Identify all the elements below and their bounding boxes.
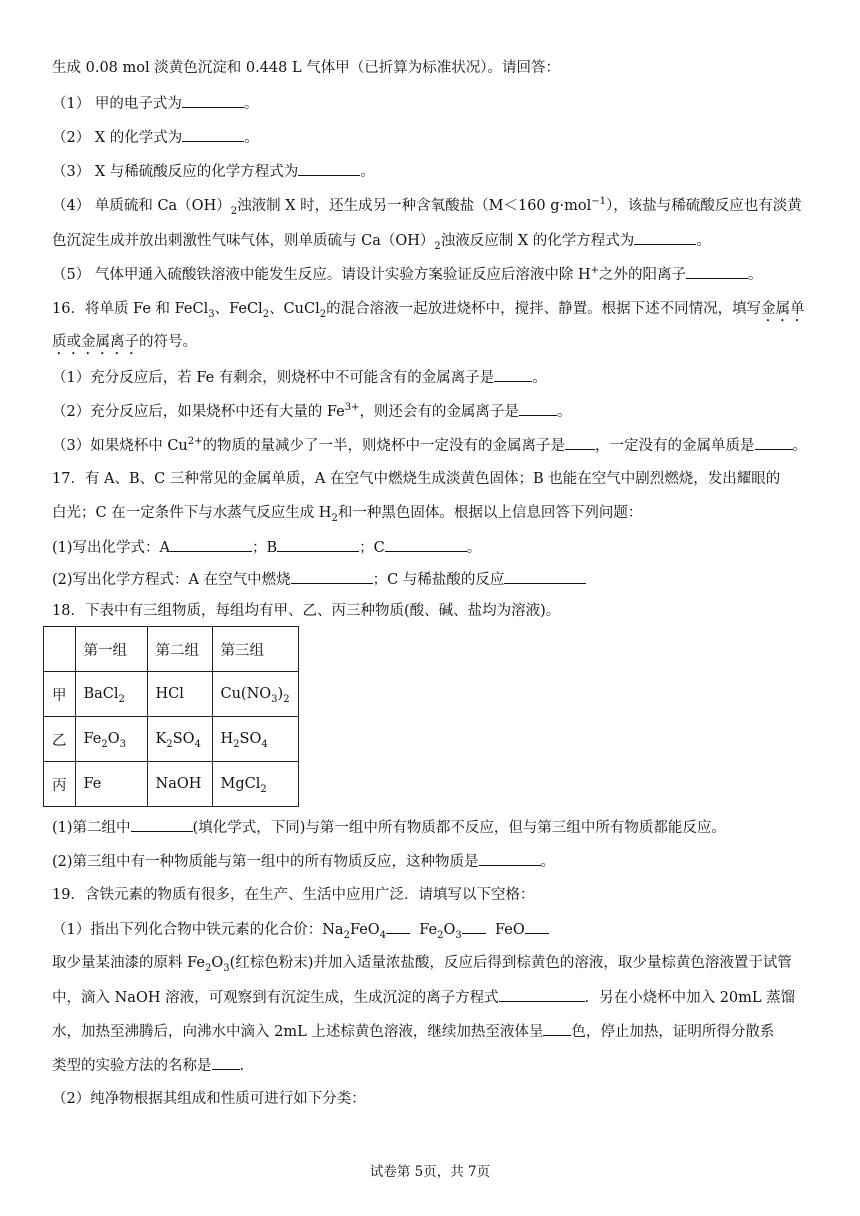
formula: H <box>220 731 234 747</box>
page-footer: 试卷第 5页，共 7页 <box>369 1164 491 1180</box>
text: (2)写出化学方程式：A 在空气中燃烧 <box>52 572 291 588</box>
subscript: 2 <box>283 693 290 705</box>
formula: SO <box>239 731 262 747</box>
text: (1)写出化学式：A <box>52 540 171 556</box>
question-17-cont <box>52 503 642 523</box>
formula: SO <box>172 731 195 747</box>
answer-blank[interactable] <box>525 919 549 934</box>
table-cell <box>212 672 298 717</box>
subscript: 4 <box>261 738 268 750</box>
table-cell <box>75 717 147 762</box>
subscript: 3 <box>119 738 126 750</box>
table-cell <box>147 717 212 762</box>
text: (红棕色粉末)并加入适量浓盐酸，反应后得到棕黄色的溶液，取少量棕黄色溶液置于试管 <box>229 955 792 971</box>
question-15-3 <box>52 161 375 182</box>
question-18 <box>52 601 560 621</box>
text: (填化学式，下同)与第一组中所有物质都不反应，但与第三组中所有物质都能反应。 <box>192 820 726 836</box>
formula: K <box>155 731 167 747</box>
subscript: 4 <box>379 929 387 941</box>
answer-blank[interactable] <box>182 93 244 108</box>
text-line <box>52 58 560 78</box>
question-18-2 <box>52 851 555 872</box>
formula: ) <box>277 686 284 702</box>
substance-table <box>43 626 299 807</box>
text: （2）纯净物根据其组成和性质可进行如下分类： <box>52 1091 366 1107</box>
formula: NaOH <box>155 776 202 792</box>
answer-blank[interactable] <box>182 127 244 142</box>
text: 、FeCl <box>214 301 263 317</box>
text: ；C <box>359 540 385 556</box>
answer-blank[interactable] <box>755 435 793 450</box>
table-cell <box>147 762 212 807</box>
question-16-cont <box>52 332 197 358</box>
subscript: 2 <box>331 512 338 524</box>
question-15-5 <box>52 264 762 285</box>
text: 16．将单质 Fe 和 FeCl <box>52 301 209 317</box>
text: 之外的阳离子 <box>598 267 686 283</box>
subscript: 2 <box>434 240 441 252</box>
formula: Fe <box>83 776 102 792</box>
subscript: 2 <box>118 693 125 705</box>
answer-blank[interactable] <box>686 264 748 279</box>
question-16 <box>52 299 805 325</box>
answer-blank[interactable] <box>298 161 360 176</box>
text: （3） X 与稀硫酸反应的化学方程式为 <box>52 164 299 180</box>
answer-blank[interactable] <box>131 817 193 832</box>
text: 。 <box>792 438 808 454</box>
question-19-para <box>52 953 792 973</box>
text: 。 <box>747 267 763 283</box>
text: 色，停止加热，证明所得分散系 <box>571 1024 775 1040</box>
text: 水，加热至沸腾后，向沸水中滴入 2mL 上述棕黄色溶液，继续加热至液体呈 <box>52 1024 544 1040</box>
formula: Fe <box>83 731 102 747</box>
question-19 <box>52 885 534 905</box>
text: ，一定没有的金属单质是 <box>595 438 755 454</box>
text: 色沉淀生成并放出刺激性气味气体，则单质硫与 Ca（OH） <box>52 233 435 249</box>
question-19-para <box>52 1021 774 1042</box>
answer-blank[interactable] <box>565 435 595 450</box>
text: 类型的实验方法的名称是 <box>52 1058 212 1074</box>
answer-blank[interactable] <box>462 919 486 934</box>
text: (2)第三组中有一种物质能与第一组中的所有物质反应，这种物质是 <box>52 854 479 870</box>
question-19-para <box>52 1055 244 1076</box>
text: （2） X 的化学式为 <box>52 130 183 146</box>
emphasized-text: 金属单 <box>761 301 805 317</box>
table-cell <box>75 672 147 717</box>
question-15-1 <box>52 93 258 114</box>
subscript: 2 <box>101 738 108 750</box>
text: 。 <box>360 164 375 180</box>
text: O <box>443 922 456 938</box>
text: 。 <box>556 404 572 420</box>
row-label: 乙 <box>44 717 76 762</box>
table-header-cell: 第二组 <box>147 627 212 672</box>
text: ，则还会有的金属离子是 <box>359 404 519 420</box>
text: （4） 单质硫和 Ca（OH） <box>52 198 231 214</box>
text: （1） 甲的电子式为 <box>52 96 182 112</box>
answer-blank[interactable] <box>543 1021 571 1036</box>
subscript: 2 <box>204 962 212 974</box>
answer-blank[interactable] <box>385 537 467 552</box>
question-16-3 <box>52 435 807 456</box>
answer-blank[interactable] <box>519 401 557 416</box>
text: 。 <box>466 540 482 556</box>
text: (1)第二组中 <box>52 820 131 836</box>
answer-blank[interactable] <box>494 367 532 382</box>
subscript: 3 <box>223 962 230 974</box>
text: （3）如果烧杯中 Cu <box>52 438 188 454</box>
text: 的混合溶液一起放进烧杯中，搅拌、静置。根据下述不同情况，填写 <box>326 301 762 317</box>
text: 18．下表中有三组物质，每组均有甲、乙、丙三种物质(酸、碱、盐均为溶液)。 <box>52 603 561 619</box>
text: （1）指出下列化合物中铁元素的化合价：Na <box>52 922 344 938</box>
emphasized-text: 质或金属离子 <box>52 334 139 350</box>
subscript: 2 <box>319 308 327 320</box>
text: 。 <box>244 130 259 146</box>
subscript: 3 <box>208 308 215 320</box>
question-19-para <box>52 987 795 1008</box>
question-17 <box>52 469 780 489</box>
text: . <box>239 1058 245 1074</box>
table-cell <box>75 762 147 807</box>
text: 19．含铁元素的物质有很多，在生产、生活中应用广泛．请填写以下空格： <box>52 887 535 903</box>
text: 白光；C 在一定条件下与水蒸气反应生成 H <box>52 505 332 521</box>
subscript: 2 <box>230 205 238 217</box>
row-label: 丙 <box>44 762 76 807</box>
table-cell <box>212 717 298 762</box>
table-row <box>44 672 299 717</box>
answer-blank[interactable] <box>504 569 586 584</box>
text: 。 <box>243 96 259 112</box>
formula: HCl <box>155 686 184 702</box>
question-15-4 <box>52 196 802 216</box>
formula: BaCl <box>83 686 119 702</box>
question-19-1 <box>52 919 549 940</box>
text: 浊液反应制 X 的化学方程式为 <box>440 233 635 249</box>
question-17-1 <box>52 537 481 558</box>
subscript: 2 <box>233 738 240 750</box>
row-label: 甲 <box>44 672 76 717</box>
question-17-2 <box>52 569 586 590</box>
text: FeO <box>349 922 380 938</box>
table-header-cell: 第三组 <box>212 627 298 672</box>
superscript: + <box>590 265 599 277</box>
text: 、CuCl <box>269 301 320 317</box>
question-15-2 <box>52 127 259 148</box>
text: Fe <box>419 922 438 938</box>
text: ．另在小烧杯中加入 20mL 蒸馏 <box>584 990 796 1006</box>
text: FeO <box>495 922 525 938</box>
question-15-4-cont <box>52 230 711 251</box>
text: 17．有 A、B、C 三种常见的金属单质，A 在空气中燃烧生成淡黄色固体；B 也能在空气中剧烈燃烧，发出耀眼的 <box>52 471 781 487</box>
answer-blank[interactable] <box>277 537 359 552</box>
formula: O <box>107 731 120 747</box>
subscript: 2 <box>343 929 350 941</box>
answer-blank[interactable] <box>212 1055 240 1070</box>
superscript: −1 <box>591 196 607 208</box>
table-header-cell: 第一组 <box>75 627 147 672</box>
table-row <box>44 762 299 807</box>
formula: MgCl <box>220 776 261 792</box>
superscript: 2+ <box>187 436 203 448</box>
text: ；B <box>252 540 278 556</box>
text: 。 <box>540 854 556 870</box>
text: 。 <box>696 233 711 249</box>
question-18-1 <box>52 817 726 838</box>
subscript: 4 <box>194 738 201 750</box>
subscript: 2 <box>262 308 270 320</box>
question-19-2 <box>52 1089 366 1109</box>
text: 生成 0.08 mol 淡黄色沉淀和 0.448 L 气体甲（已折算为标准状况）。请回答： <box>52 60 560 76</box>
subscript: 2 <box>260 783 267 795</box>
table-cell <box>147 672 212 717</box>
table-header-cell <box>44 627 76 672</box>
answer-blank[interactable] <box>386 919 410 934</box>
text: 中，滴入 NaOH 溶液，可观察到有沉淀生成，生成沉淀的离子方程式 <box>52 990 499 1006</box>
text: （2）充分反应后，如果烧杯中还有大量的 Fe <box>52 404 345 420</box>
table-header-row <box>44 627 299 672</box>
text: （1）充分反应后，若 Fe 有剩余，则烧杯中不可能含有的金属离子是 <box>52 370 495 386</box>
subscript: 2 <box>166 738 173 750</box>
text: 的符号。 <box>139 334 197 350</box>
text: ；C 与稀盐酸的反应 <box>372 572 505 588</box>
table-row <box>44 717 299 762</box>
answer-blank[interactable] <box>170 537 252 552</box>
text: 的物质的量减少了一半，则烧杯中一定没有的金属离子是 <box>202 438 566 454</box>
table-cell <box>212 762 298 807</box>
answer-blank[interactable] <box>499 987 585 1002</box>
subscript: 3 <box>271 693 278 705</box>
text: O <box>211 955 224 971</box>
text: （5） 气体甲通入硫酸铁溶液中能发生反应。请设计实验方案验证反应后溶液中除 H <box>52 267 591 283</box>
text: 。 <box>532 370 547 386</box>
formula: Cu(NO <box>220 686 272 702</box>
text: 浊液制 X 时，还生成另一种含氧酸盐（M＜160 g·mol <box>237 198 592 214</box>
answer-blank[interactable] <box>634 230 696 245</box>
superscript: 3+ <box>344 402 360 414</box>
subscript: 3 <box>455 929 462 941</box>
text: 和一种黑色固体。根据以上信息回答下列问题： <box>337 505 643 521</box>
question-16-2 <box>52 401 571 422</box>
answer-blank[interactable] <box>291 569 373 584</box>
answer-blank[interactable] <box>479 851 541 866</box>
text: 取少量某油漆的原料 Fe <box>52 955 205 971</box>
subscript: 2 <box>437 929 444 941</box>
text: ），该盐与稀硫酸反应也有淡黄 <box>606 198 802 214</box>
question-16-1 <box>52 367 547 388</box>
